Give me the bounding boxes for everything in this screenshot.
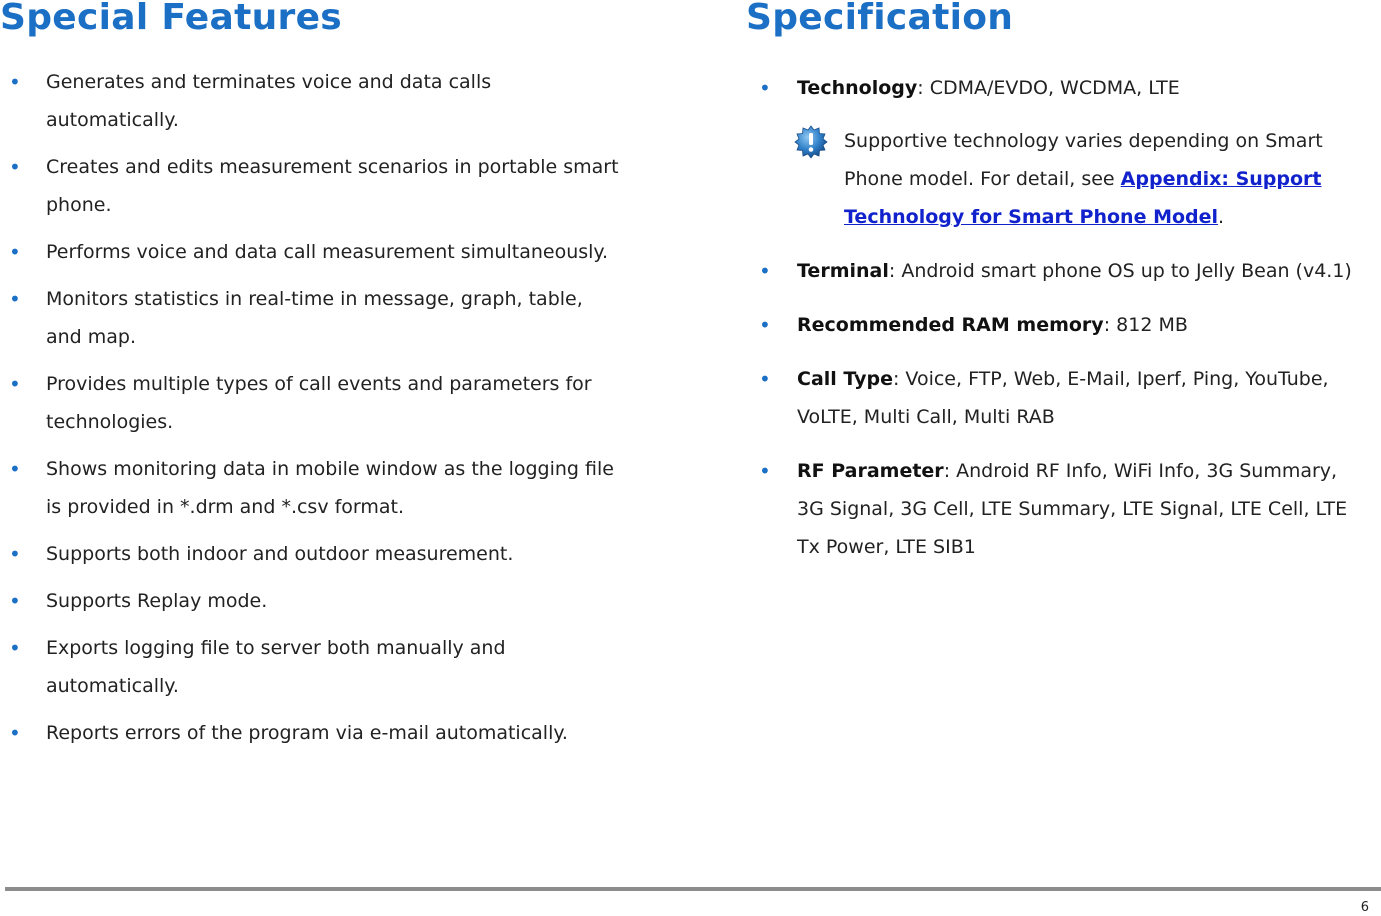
- bullet-icon: •: [759, 313, 771, 337]
- spec-item-ram: [759, 306, 1367, 344]
- list-item: [9, 535, 621, 573]
- list-item-text: Performs voice and data call measurement simultaneously.: [46, 241, 608, 263]
- list-item: [9, 714, 621, 752]
- list-item: [9, 582, 621, 620]
- bullet-icon: •: [759, 367, 771, 391]
- bullet-icon: •: [759, 459, 771, 483]
- note-end: .: [1218, 206, 1225, 228]
- spec-item-rf-parameter: [759, 452, 1367, 566]
- list-item: [9, 63, 621, 139]
- list-item: [9, 280, 621, 356]
- page-number: 6: [1360, 900, 1369, 915]
- spec-term: Call Type: [797, 368, 893, 390]
- specification-heading: Specification: [746, 0, 1014, 38]
- list-item: [9, 148, 621, 224]
- bullet-icon: •: [9, 70, 21, 94]
- bullet-icon: •: [759, 259, 771, 283]
- list-item: [9, 365, 621, 441]
- list-item: [9, 450, 621, 526]
- list-item-text: Creates and edits measurement scenarios in portable smart phone.: [46, 156, 619, 216]
- bullet-icon: •: [9, 457, 21, 481]
- list-item-text: Supports Replay mode.: [46, 590, 268, 612]
- spec-value: : 812 MB: [1103, 314, 1188, 336]
- bullet-icon: •: [9, 155, 21, 179]
- list-item-text: Reports errors of the program via e-mail automatically.: [46, 722, 568, 744]
- special-features-heading: Special Features: [0, 0, 343, 38]
- bullet-icon: •: [9, 287, 21, 311]
- list-item-text: Shows monitoring data in mobile window as the logging file is provided in *.drm and *.csv format.: [46, 458, 614, 518]
- bullet-icon: •: [9, 589, 21, 613]
- footer-divider: [5, 887, 1381, 891]
- spec-item-technology: [759, 69, 1367, 236]
- list-item-text: Exports logging file to server both manually and automatically.: [46, 637, 506, 697]
- list-item-text: Generates and terminates voice and data calls automatically.: [46, 71, 492, 131]
- spec-term: Terminal: [797, 260, 889, 282]
- list-item-text: Supports both indoor and outdoor measurement.: [46, 543, 514, 565]
- spec-value: : Android RF Info, WiFi Info, 3G Summary, 3G Signal, 3G Cell, LTE Summary, LTE Signal, LTE Cell, LTE Tx Power, LTE SIB1: [797, 460, 1348, 558]
- specification-list: [759, 69, 1367, 582]
- bullet-icon: •: [9, 636, 21, 660]
- note-block: [797, 122, 1381, 236]
- info-note-icon: [794, 125, 828, 159]
- spec-item-call-type: [759, 360, 1367, 436]
- spec-item-terminal: [759, 252, 1367, 290]
- bullet-icon: •: [9, 542, 21, 566]
- spec-value: : CDMA/EVDO, WCDMA, LTE: [917, 77, 1180, 99]
- spec-term: RF Parameter: [797, 460, 944, 482]
- list-item-text: Provides multiple types of call events and parameters for technologies.: [46, 373, 592, 433]
- spec-term: Recommended RAM memory: [797, 314, 1104, 336]
- bullet-icon: •: [9, 240, 21, 264]
- spec-term: Technology: [797, 77, 918, 99]
- list-item: [9, 233, 621, 271]
- spec-value: : Android smart phone OS up to Jelly Bean (v4.1): [888, 260, 1352, 282]
- note-text: [844, 122, 1381, 236]
- spec-value: : Voice, FTP, Web, E-Mail, Iperf, Ping, YouTube, VoLTE, Multi Call, Multi RAB: [797, 368, 1329, 428]
- list-item-text: Monitors statistics in real-time in message, graph, table, and map.: [46, 288, 583, 348]
- bullet-icon: •: [9, 372, 21, 396]
- appendix-link[interactable]: Appendix: Support Technology for Smart Phone Model: [844, 168, 1322, 228]
- note-body: Supportive technology varies depending on Smart Phone model. For detail, see: [844, 130, 1323, 190]
- list-item: [9, 629, 621, 705]
- special-features-list: [9, 63, 621, 761]
- bullet-icon: •: [759, 76, 771, 100]
- bullet-icon: •: [9, 721, 21, 745]
